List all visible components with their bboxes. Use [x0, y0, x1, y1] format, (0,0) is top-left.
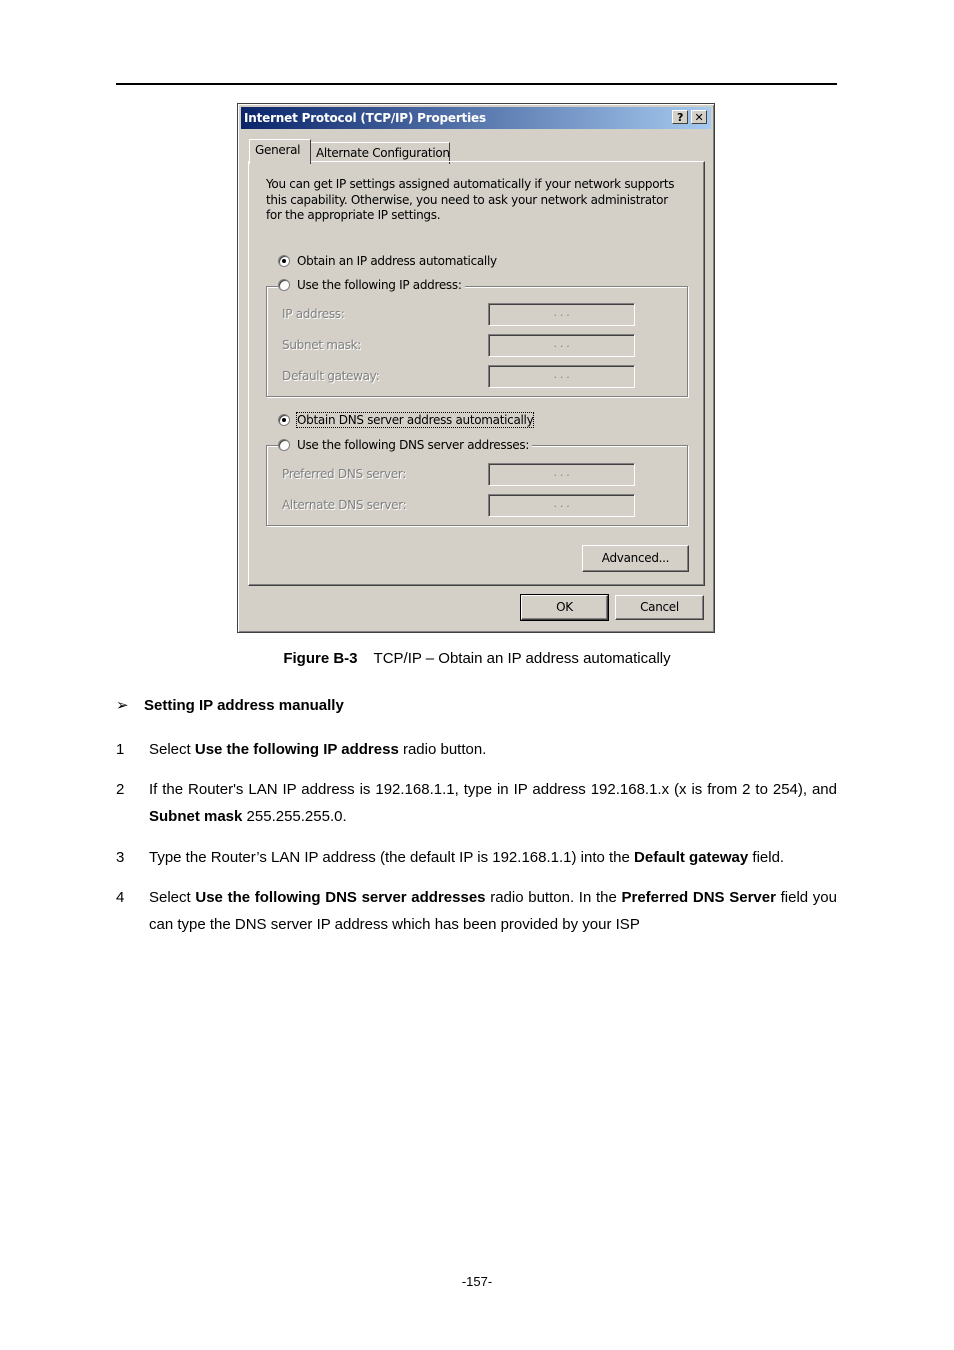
obtain-ip-auto-option[interactable] [278, 254, 500, 268]
dns-settings-group [266, 445, 688, 526]
obtain-ip-auto-label: Obtain an IP address automatically [297, 254, 497, 268]
use-following-dns-label: Use the following DNS server addresses: [297, 438, 530, 452]
step-text: Select Use the following DNS server addresses radio button. In the Preferred DNS Server field you can type the DNS server IP address which has been provided by your ISP [149, 889, 837, 933]
ok-button[interactable]: OK [521, 595, 608, 620]
general-tab-panel [248, 161, 705, 586]
default-gateway-field[interactable]: . . . [488, 365, 635, 388]
arrow-bullet-icon: ➢ [116, 697, 129, 714]
default-gateway-label: Default gateway: [282, 369, 380, 383]
step-number: 4 [116, 889, 125, 906]
alternate-dns-field[interactable]: . . . [488, 494, 635, 517]
obtain-dns-auto-option[interactable] [278, 413, 536, 427]
ip-settings-group [266, 286, 688, 397]
radio-use-following-dns[interactable] [278, 439, 290, 451]
header-rule [116, 83, 837, 85]
tcpip-properties-dialog [237, 103, 715, 633]
advanced-button[interactable]: Advanced... [582, 545, 689, 572]
alternate-dns-label: Alternate DNS server: [282, 498, 407, 512]
cancel-button[interactable]: Cancel [615, 595, 704, 620]
ip-address-label: IP address: [282, 307, 345, 321]
step-text: If the Router's LAN IP address is 192.168.1.1, type in IP address 192.168.1.x (x is from 2 to 254), and Subnet mask 255.255.255.0. [149, 781, 837, 825]
radio-use-following-ip[interactable] [278, 279, 290, 291]
ip-address-field[interactable]: . . . [488, 303, 635, 326]
step-1 [116, 736, 837, 763]
obtain-dns-auto-label: Obtain DNS server address automatically [297, 413, 534, 427]
subnet-mask-field[interactable]: . . . [488, 334, 635, 357]
use-following-ip-option[interactable] [278, 278, 465, 292]
dialog-title: Internet Protocol (TCP/IP) Properties [244, 111, 486, 125]
step-number: 3 [116, 849, 125, 866]
preferred-dns-field[interactable]: . . . [488, 463, 635, 486]
tab-alternate-configuration[interactable]: Alternate Configuration [310, 142, 450, 164]
dialog-titlebar[interactable] [241, 107, 711, 129]
tab-general[interactable]: General [249, 139, 311, 164]
step-text: Select Use the following IP address radio button. [149, 741, 487, 758]
close-icon[interactable]: ✕ [691, 110, 707, 124]
use-following-ip-label: Use the following IP address: [297, 278, 462, 292]
preferred-dns-label: Preferred DNS server: [282, 467, 407, 481]
step-4 [116, 884, 837, 938]
step-number: 2 [116, 781, 125, 798]
page-number: -157- [461, 1274, 493, 1289]
intro-text: You can get IP settings assigned automatically if your network supports this capability. Otherwise, you need to ask your network administrator for the appropriate IP settings. [266, 177, 675, 222]
section-heading [116, 696, 344, 714]
step-text: Type the Router’s LAN IP address (the default IP is 192.168.1.1) into the Default gateway field. [149, 849, 785, 866]
subnet-mask-label: Subnet mask: [282, 338, 362, 352]
help-button[interactable]: ? [672, 110, 688, 124]
step-3 [116, 844, 837, 871]
step-2 [116, 776, 837, 830]
radio-obtain-ip-auto[interactable] [278, 255, 290, 267]
figure-caption [0, 650, 954, 667]
figure-number: Figure B-3 [283, 650, 358, 667]
step-number: 1 [116, 741, 125, 758]
radio-obtain-dns-auto[interactable] [278, 414, 290, 426]
section-heading-text: Setting IP address manually [144, 697, 344, 714]
figure-caption-text: TCP/IP – Obtain an IP address automatically [373, 650, 671, 667]
use-following-dns-option[interactable] [278, 438, 532, 452]
